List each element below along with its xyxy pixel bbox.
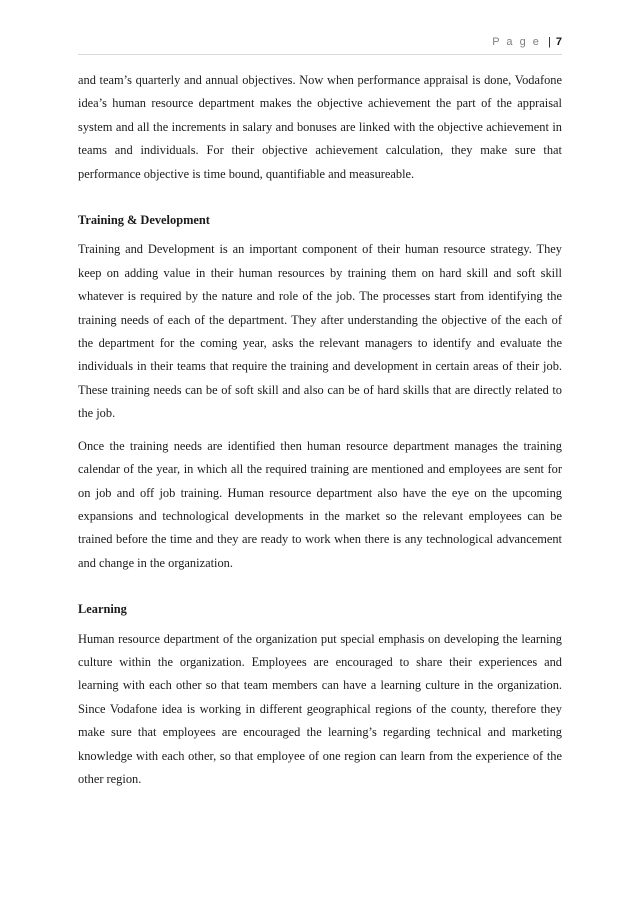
page-separator: | [547,36,551,48]
learning-heading: Learning [78,602,127,617]
document-body [78,69,562,791]
intro-paragraph: and team’s quarterly and annual objectives. Now when performance appraisal is done, Vodafone idea’s human resource department makes the objective achievement the part of the appraisal system and all the increments in salary and bonuses are linked with the objective achievement in teams and individuals. For their objective achievement calculation, they make sure that performance objective is time bound, quantifiable and measureable. [78,73,562,181]
training-paragraph-1: Training and Development is an important component of their human resource strategy. They keep on adding value in their human resources by training them on hard skill and soft skill whatever is required by the nature and role of the job. The processes start from identifying the training needs of each of the department. They after understanding the objective of the each of the department for the coming year, asks the relevant managers to identify and evaluate the individuals in their teams that require the training and development in certain areas of their job. These training needs can be of soft skill and also can be of hard skills that are directly related to the job. [78,242,562,421]
page-header [78,36,562,55]
page-number: 7 [555,36,562,48]
page-label: P a g e [492,36,541,48]
training-heading: Training & Development [78,213,210,228]
learning-paragraph-1: Human resource department of the organization put special emphasis on developing the learning culture within the organization. Employees are encouraged to share their experiences and learning with each other so that team members can have a learning culture in the organization. Since Vodafone idea is working in different geographical regions of the county, therefore they make sure that employees are encouraged the learning’s regarding technical and marketing knowledge with each other, so that employee of one region can learn from the experience of the other region. [78,631,562,786]
training-paragraph-2: Once the training needs are identified then human resource department manages the training calendar of the year, in which all the required training are mentioned and employees are sent for on job and off job training. Human resource department also have the eye on the upcoming expansions and technological developments in the market so the relevant employees can be trained before the time and they are ready to work when there is any technological advancement and change in the organization. [78,438,562,570]
